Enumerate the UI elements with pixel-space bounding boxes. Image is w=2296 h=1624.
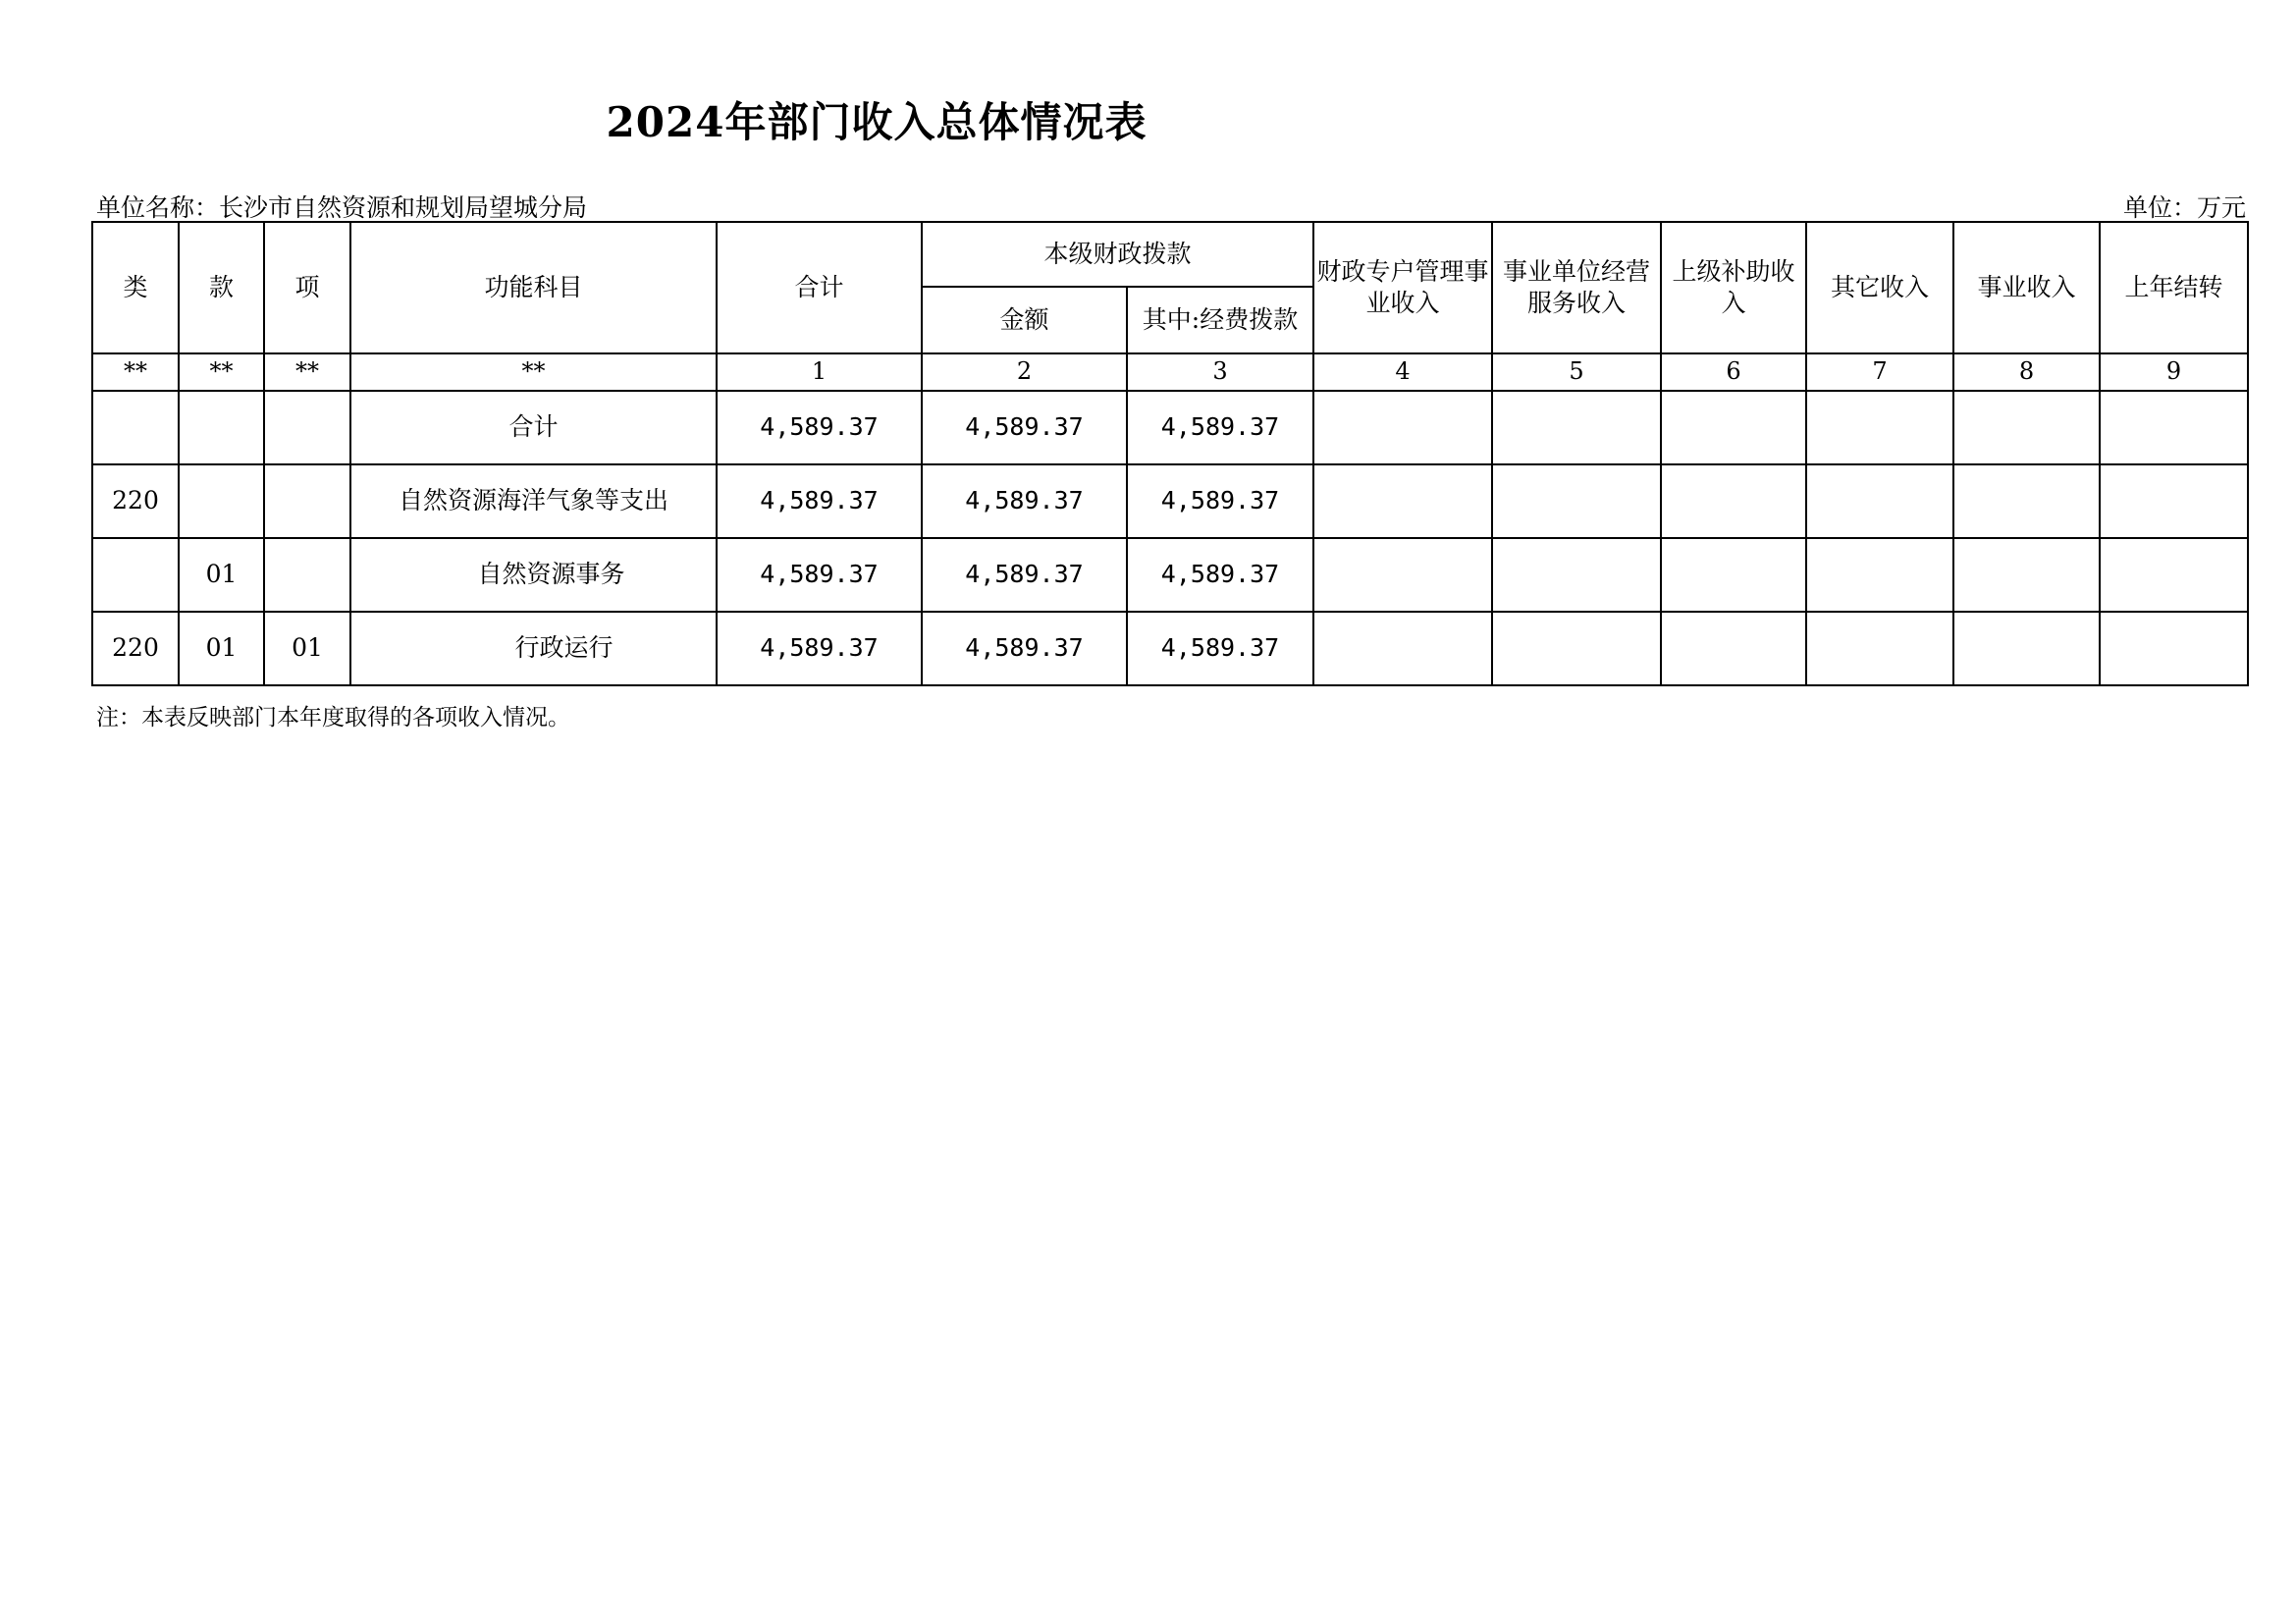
cell-empty <box>1806 538 1953 612</box>
cell-empty <box>2100 538 2248 612</box>
unit-label: 单位：万元 <box>2122 193 2246 222</box>
cell-xiang <box>264 391 350 464</box>
index-cell: 2 <box>922 353 1127 391</box>
header-subject: 功能科目 <box>350 222 717 353</box>
cell-kuan: 01 <box>179 538 264 612</box>
unit-name-label: 单位名称：长沙市自然资源和规划局望城分局 <box>96 193 588 222</box>
index-cell: ** <box>179 353 264 391</box>
index-cell: 1 <box>717 353 922 391</box>
cell-empty <box>1492 391 1661 464</box>
cell-of-which: 4,589.37 <box>1127 464 1313 538</box>
header-amount: 金额 <box>922 287 1127 353</box>
cell-empty <box>1661 612 1806 685</box>
index-cell: ** <box>350 353 717 391</box>
cell-lei <box>92 538 179 612</box>
cell-empty <box>1661 391 1806 464</box>
cell-empty <box>1313 464 1492 538</box>
cell-total: 4,589.37 <box>717 538 922 612</box>
cell-lei <box>92 391 179 464</box>
index-cell: ** <box>264 353 350 391</box>
cell-lei: 220 <box>92 612 179 685</box>
income-table <box>91 221 2249 686</box>
cell-empty <box>1313 538 1492 612</box>
cell-amount: 4,589.37 <box>922 391 1127 464</box>
cell-empty <box>2100 391 2248 464</box>
index-cell: 9 <box>2100 353 2248 391</box>
index-cell: 3 <box>1127 353 1313 391</box>
cell-total: 4,589.37 <box>717 464 922 538</box>
index-cell: 6 <box>1661 353 1806 391</box>
cell-empty <box>1806 464 1953 538</box>
page-title: 2024年部门收入总体情况表 <box>606 98 1148 146</box>
cell-subject: 合计 <box>350 391 717 464</box>
index-row <box>92 353 2248 391</box>
header-last-year-carryover: 上年结转 <box>2100 222 2248 353</box>
cell-empty <box>1953 612 2100 685</box>
index-cell: 5 <box>1492 353 1661 391</box>
cell-empty <box>1492 464 1661 538</box>
cell-empty <box>1661 538 1806 612</box>
cell-empty <box>1953 464 2100 538</box>
header-unit-operation: 事业单位经营服务收入 <box>1492 222 1661 353</box>
header-kuan: 款 <box>179 222 264 353</box>
cell-amount: 4,589.37 <box>922 612 1127 685</box>
cell-empty <box>1806 391 1953 464</box>
cell-empty <box>2100 464 2248 538</box>
cell-subject: 自然资源事务 <box>350 538 717 612</box>
header-fiscal-group: 本级财政拨款 <box>922 222 1313 287</box>
table-row <box>92 538 2248 612</box>
header-lei: 类 <box>92 222 179 353</box>
cell-kuan <box>179 464 264 538</box>
header-special-mgmt: 财政专户管理事业收入 <box>1313 222 1492 353</box>
cell-amount: 4,589.37 <box>922 464 1127 538</box>
cell-lei: 220 <box>92 464 179 538</box>
cell-xiang <box>264 538 350 612</box>
cell-empty <box>2100 612 2248 685</box>
header-of-which: 其中:经费拨款 <box>1127 287 1313 353</box>
header-total: 合计 <box>717 222 922 353</box>
cell-empty <box>1806 612 1953 685</box>
cell-xiang <box>264 464 350 538</box>
header-row-1 <box>92 222 2248 287</box>
cell-empty <box>1313 391 1492 464</box>
cell-of-which: 4,589.37 <box>1127 538 1313 612</box>
cell-empty <box>1313 612 1492 685</box>
cell-kuan <box>179 391 264 464</box>
index-cell: 4 <box>1313 353 1492 391</box>
cell-kuan: 01 <box>179 612 264 685</box>
cell-total: 4,589.37 <box>717 391 922 464</box>
index-cell: ** <box>92 353 179 391</box>
cell-empty <box>1661 464 1806 538</box>
cell-empty <box>1953 538 2100 612</box>
cell-subject: 行政运行 <box>350 612 717 685</box>
index-cell: 7 <box>1806 353 1953 391</box>
footnote: 注：本表反映部门本年度取得的各项收入情况。 <box>96 705 570 731</box>
header-other-income: 其它收入 <box>1806 222 1953 353</box>
cell-of-which: 4,589.37 <box>1127 391 1313 464</box>
cell-subject: 自然资源海洋气象等支出 <box>350 464 717 538</box>
cell-of-which: 4,589.37 <box>1127 612 1313 685</box>
table-row <box>92 612 2248 685</box>
cell-amount: 4,589.37 <box>922 538 1127 612</box>
table-row <box>92 464 2248 538</box>
table-row <box>92 391 2248 464</box>
index-cell: 8 <box>1953 353 2100 391</box>
cell-empty <box>1953 391 2100 464</box>
cell-xiang: 01 <box>264 612 350 685</box>
header-xiang: 项 <box>264 222 350 353</box>
cell-empty <box>1492 538 1661 612</box>
header-superior-subsidy: 上级补助收入 <box>1661 222 1806 353</box>
header-business-income: 事业收入 <box>1953 222 2100 353</box>
cell-total: 4,589.37 <box>717 612 922 685</box>
cell-empty <box>1492 612 1661 685</box>
